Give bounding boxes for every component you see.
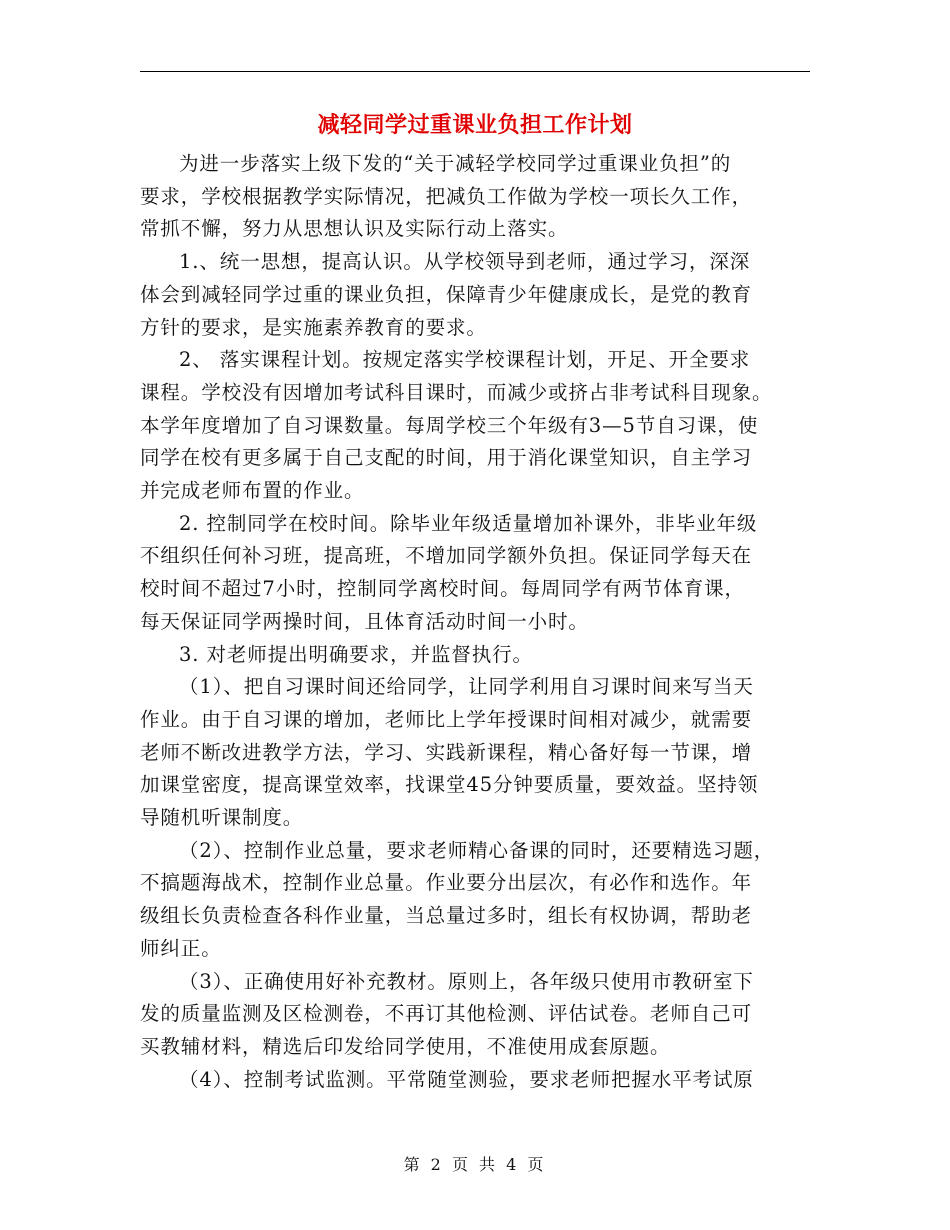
paragraph-line: 并完成老师布置的作业。 xyxy=(140,479,365,502)
paragraph-line: 2、 落实课程计划。按规定落实学校课程计划，开足、开全要求 xyxy=(179,348,751,372)
paragraph-line: 发的质量监测及区检测卷，不再订其他检测、评估试卷。老师自己可 xyxy=(140,1002,753,1026)
paragraph-line: 方针的要求，是实施素养教育的要求。 xyxy=(140,315,487,339)
paragraph-line: 1.、统一思想，提高认识。从学校领导到老师，通过学习，深深 xyxy=(179,250,751,274)
paragraph-line: 作业。由于自习课的增加，老师比上学年授课时间相对减少，就需要 xyxy=(140,707,753,731)
paragraph-line: 体会到减轻同学过重的课业负担，保障青少年健康成长，是党的教育 xyxy=(140,282,753,306)
paragraph-line: 3. 对老师提出明确要求，并监督执行。 xyxy=(179,642,533,666)
header-rule xyxy=(140,71,810,72)
paragraph-line: 为进一步落实上级下发的“关于减轻学校同学过重课业负担”的 xyxy=(179,152,732,175)
paragraph-line: 老师不断改进教学方法，学习、实践新课程，精心备好每一节课，增 xyxy=(140,740,753,764)
paragraph-line: 校时间不超过7小时，控制同学离校时间。每周同学有两节体育课， xyxy=(140,577,745,601)
document-title: 减轻同学过重课业负担工作计划 xyxy=(317,112,633,138)
paragraph-line: 2. 控制同学在校时间。除毕业年级适量增加补课外，非毕业年级 xyxy=(179,511,758,535)
paragraph-line: 导随机听课制度。 xyxy=(140,806,304,829)
paragraph-line: （1）、把自习课时间还给同学，让同学利用自习课时间来写当天 xyxy=(179,675,754,699)
paragraph-line: 同学在校有更多属于自己支配的时间，用于消化课堂知识，自主学习 xyxy=(140,446,753,470)
paragraph-line: 本学年度增加了自习课数量。每周学校三个年级有3—5节自习课，使 xyxy=(140,413,759,437)
paragraph-line: （4）、控制考试监测。平常随堂测验，要求老师把握水平考试原 xyxy=(179,1067,754,1091)
paragraph-line: 每天保证同学两操时间，且体育活动时间一小时。 xyxy=(140,609,589,633)
paragraph-line: 不搞题海战术，控制作业总量。作业要分出层次，有必作和选作。年 xyxy=(140,871,753,895)
page-footer: 第 2 页 共 4 页 xyxy=(403,1155,547,1174)
paragraph-line: 加课堂密度，提高课堂效率，找课堂45分钟要质量，要效益。坚持领 xyxy=(140,773,759,797)
paragraph-line: 课程。学校没有因增加考试科目课时，而减少或挤占非考试科目现象。 xyxy=(140,380,773,404)
paragraph-line: 买教辅材料，精选后印发给同学使用，不准使用成套原题。 xyxy=(140,1034,671,1058)
paragraph-line: 师纠正。 xyxy=(140,936,222,960)
paragraph-line: （2）、控制作业总量，要求老师精心备课的同时，还要精选习题， xyxy=(179,838,775,862)
paragraph-line: 不组织任何补习班，提高班，不增加同学额外负担。保证同学每天在 xyxy=(140,544,753,568)
paragraph-line: 常抓不懈，努力从思想认识及实际行动上落实。 xyxy=(140,217,569,241)
paragraph-line: （3）、正确使用好补充教材。原则上，各年级只使用市教研室下 xyxy=(179,969,754,993)
paragraph-line: 要求，学校根据教学实际情况，把减负工作做为学校一项长久工作， xyxy=(140,184,753,208)
paragraph-line: 级组长负责检查各科作业量，当总量过多时，组长有权协调，帮助老 xyxy=(140,904,753,928)
